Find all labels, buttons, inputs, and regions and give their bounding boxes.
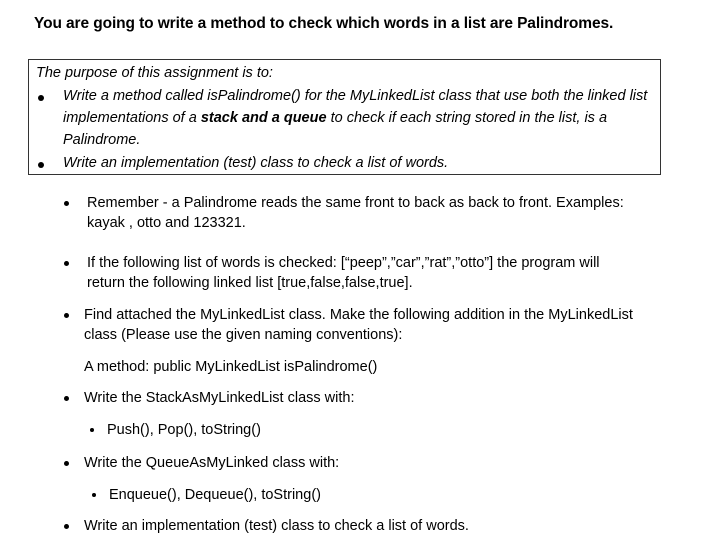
bullet-icon bbox=[38, 162, 44, 168]
stack-methods: Push(), Pop(), toString() bbox=[107, 422, 261, 438]
purpose-box bbox=[28, 59, 661, 175]
checked-line-2: return the following linked list [true,false,false,true]. bbox=[87, 275, 413, 291]
stack-line: Write the StackAsMyLinkedList class with: bbox=[84, 390, 355, 406]
impl-line: Write an implementation (test) class to check a list of words. bbox=[84, 518, 469, 534]
purpose-item-1-line-2 bbox=[63, 107, 659, 129]
purpose-item-1-line-1: Write a method called isPalindrome() for the MyLinkedList class that use both the linked list bbox=[63, 88, 648, 104]
bullet-icon bbox=[64, 396, 69, 401]
attached-line-1: Find attached the MyLinkedList class. Make the following addition in the MyLinkedList bbox=[84, 307, 633, 323]
sub-bullet-icon bbox=[92, 493, 96, 497]
bullet-icon bbox=[64, 261, 69, 266]
purpose-item-1-suffix: to check if each string stored in the list, is a bbox=[326, 110, 608, 126]
bullet-icon bbox=[64, 313, 69, 318]
attached-line-2: class (Please use the given naming conventions): bbox=[84, 327, 403, 343]
remember-line-1: Remember - a Palindrome reads the same front to back as back to front. Examples: bbox=[87, 195, 624, 211]
checked-line-1: If the following list of words is checked: [“peep”,”car”,”rat”,”otto”] the program will bbox=[87, 255, 600, 271]
method-line: A method: public MyLinkedList isPalindrome() bbox=[84, 359, 378, 375]
purpose-item-1 bbox=[63, 85, 659, 151]
purpose-item-1-prefix: implementations of a bbox=[63, 110, 201, 126]
purpose-item-1-line-3: Palindrome. bbox=[63, 132, 141, 148]
bullet-icon bbox=[64, 524, 69, 529]
purpose-item-2: Write an implementation (test) class to check a list of words. bbox=[63, 155, 449, 171]
bullet-icon bbox=[64, 201, 69, 206]
bullet-icon bbox=[64, 461, 69, 466]
queue-methods: Enqueue(), Dequeue(), toString() bbox=[109, 487, 321, 503]
remember-line-2: kayak , otto and 123321. bbox=[87, 215, 246, 231]
purpose-item-1-bold: stack and a queue bbox=[200, 110, 327, 126]
page-title: You are going to write a method to check which words in a list are Palindromes. bbox=[34, 15, 614, 32]
purpose-heading: The purpose of this assignment is to: bbox=[36, 65, 273, 81]
queue-line: Write the QueueAsMyLinked class with: bbox=[84, 455, 340, 471]
sub-bullet-icon bbox=[90, 428, 94, 432]
bullet-icon bbox=[38, 95, 44, 101]
